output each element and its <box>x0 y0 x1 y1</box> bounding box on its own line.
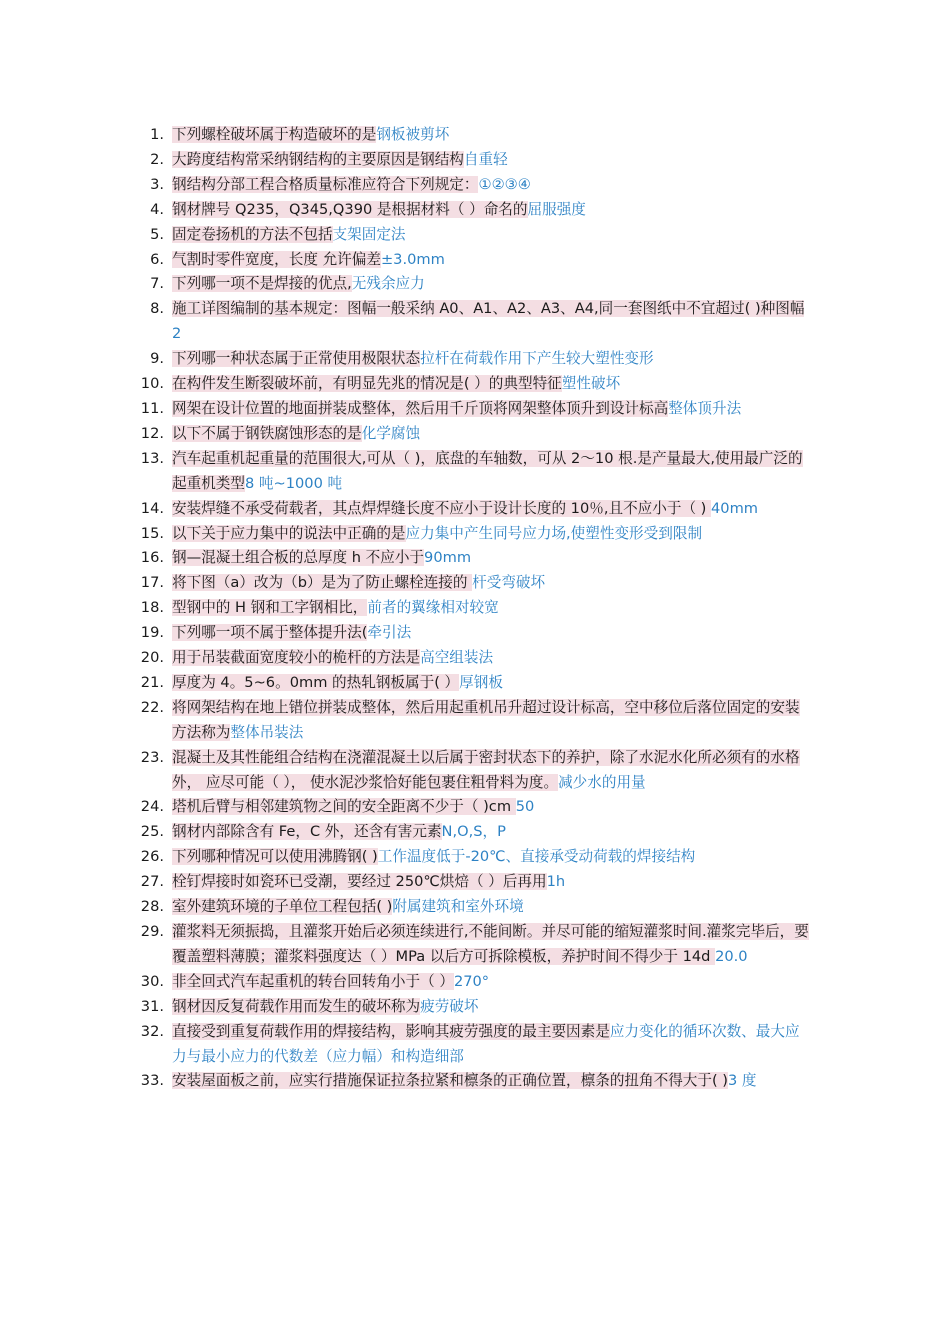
question-item <box>0 497 810 522</box>
question-text: 以下关于应力集中的说法中正确的是 <box>172 524 406 542</box>
answer-text: 屈服强度 <box>527 200 586 218</box>
question-number: 14. <box>140 499 164 517</box>
question-text: 钢材牌号 Q235，Q345,Q390 是根据材料（ ）命名的 <box>172 200 528 218</box>
answer-text: 附属建筑和室外环境 <box>392 898 524 916</box>
question-text: 下列哪一项不属于整体提升法( <box>172 624 368 642</box>
question-item <box>0 596 810 621</box>
answer-text: 支架固定法 <box>332 225 406 243</box>
question-text: 钢材因反复荷载作用而发生的破坏称为 <box>172 997 421 1015</box>
question-item <box>0 148 810 173</box>
question-text: 灌浆料无须振捣，且灌浆开始后必须连续进行,不能间断。并尽可能的缩短灌浆时间.灌浆完毕后，要覆盖塑料薄膜；灌浆料强度达（ ）MPa 以后方可拆除模板，养护时间不得少于 14d <box>172 923 809 965</box>
answer-text: 8 吨~1000 吨 <box>244 474 343 492</box>
question-text: 施工详图编制的基本规定：图幅一般采纳 A0、A1、A2、A3、A4,同一套图纸中不宜超过( )种图幅 <box>172 300 805 318</box>
question-text: 下列哪种情况可以使用沸腾钢( ) <box>172 848 378 866</box>
question-item <box>0 746 810 796</box>
answer-text: 应力变化的循环次数、最大应力与最小应力的代数差（应力幅）和构造细部 <box>172 1022 800 1065</box>
question-item <box>0 173 810 198</box>
answer-text: 20.0 <box>715 947 748 965</box>
question-number: 7. <box>150 275 164 293</box>
answer-text: 减少水的用量 <box>558 773 646 791</box>
question-number: 29. <box>140 923 164 940</box>
question-number: 2. <box>150 150 164 168</box>
question-text: 下列螺栓破坏属于构造破坏的是 <box>172 126 377 143</box>
question-item <box>0 870 810 895</box>
question-item <box>0 621 810 646</box>
answer-text: 钢板被剪坏 <box>376 126 450 143</box>
answer-text: 高空组装法 <box>420 649 494 667</box>
question-item <box>0 970 810 995</box>
question-number: 27. <box>140 873 164 891</box>
answer-text: 厚钢板 <box>459 673 503 691</box>
question-number: 31. <box>140 997 164 1015</box>
question-text: 用于吊装截面宽度较小的桅杆的方法是 <box>172 649 421 667</box>
question-number: 10. <box>140 375 164 393</box>
question-number: 28. <box>140 898 164 916</box>
question-text: 安装焊缝不承受荷载者，其点焊焊缝长度不应小于设计长度的 10％,且不应小于（ ) <box>172 499 712 517</box>
question-item <box>0 297 810 347</box>
question-number: 21. <box>140 673 164 691</box>
question-number: 16. <box>140 549 164 567</box>
question-item <box>0 347 810 372</box>
question-number: 22. <box>140 698 164 716</box>
question-text: 气割时零件宽度，长度 允许偏差 <box>172 250 381 268</box>
answer-text: 50 <box>515 798 535 816</box>
question-item <box>0 397 810 422</box>
question-number: 12. <box>140 424 164 442</box>
answer-text: 化学腐蚀 <box>361 424 421 442</box>
question-number: 1. <box>150 126 164 143</box>
question-item <box>0 895 810 920</box>
answer-text: 整体吊装法 <box>230 723 304 741</box>
question-text: 非全回式汽车起重机的转台回转角小于（ ） <box>172 972 454 990</box>
answer-text: 牵引法 <box>367 624 412 642</box>
question-text: 塔机后臂与相邻建筑物之间的安全距离不少于（ )cm <box>172 798 516 816</box>
question-item <box>0 198 810 223</box>
question-number: 4. <box>150 200 164 218</box>
question-text: 将下图（a）改为（b）是为了防止螺栓连接的 <box>172 574 473 592</box>
question-item <box>0 646 810 671</box>
answer-text: 270° <box>453 972 490 990</box>
answer-text: 工作温度低于-20℃、直接承受动荷载的焊接结构 <box>377 848 696 866</box>
question-number: 5. <box>150 225 164 243</box>
question-item <box>0 223 810 248</box>
question-number: 9. <box>150 350 164 368</box>
answer-text: 40mm <box>711 499 759 517</box>
question-item <box>0 845 810 870</box>
question-text: 钢—混凝土组合板的总厚度 h 不应小于 <box>172 549 425 567</box>
question-text: 以下不属于钢铁腐蚀形态的是 <box>172 424 362 442</box>
answer-text: N,O,S，P <box>441 823 506 841</box>
question-text: 厚度为 4。5~6。0mm 的热轧钢板属于( ） <box>172 673 460 691</box>
question-number: 19. <box>140 624 164 642</box>
question-number: 3. <box>150 175 164 193</box>
question-item <box>0 571 810 596</box>
question-item <box>0 920 810 970</box>
question-number: 23. <box>140 748 164 766</box>
question-item <box>0 820 810 845</box>
answer-text: 90mm <box>424 549 472 567</box>
answer-text: 整体顶升法 <box>668 399 742 417</box>
question-item <box>0 123 810 148</box>
question-item <box>0 696 810 746</box>
answer-text: 无残余应力 <box>351 275 425 293</box>
question-item <box>0 447 810 497</box>
question-text: 安装屋面板之前，应实行措施保证拉条拉紧和檩条的正确位置，檩条的扭角不得大于( ) <box>172 1072 728 1090</box>
question-item <box>0 272 810 297</box>
question-text: 在构件发生断裂破坏前，有明显先兆的情况是( ）的典型特征 <box>172 375 562 393</box>
question-text: 钢结构分部工程合格质量标准应符合下列规定： <box>172 175 479 193</box>
question-text: 混凝土及其性能组合结构在浇灌混凝土以后属于密封状态下的养护，除了水泥水化所必须有的水格外， 应尽可能（ ）， 使水泥沙浆恰好能包裹住粗骨料为度。 <box>172 748 800 791</box>
question-item <box>0 522 810 547</box>
question-item <box>0 671 810 696</box>
answer-text: 杆受弯破坏 <box>472 574 546 592</box>
question-text: 栓钉焊接时如瓷环已受潮，要经过 250℃烘焙（ ）后再用 <box>172 873 547 891</box>
question-item <box>0 995 810 1020</box>
answer-text: ①②③④ <box>478 175 531 193</box>
answer-text: 塑性破坏 <box>561 375 621 393</box>
answer-text: 1h <box>546 873 566 891</box>
answer-text: 3 度 <box>728 1072 757 1090</box>
question-text: 大跨度结构常采纳钢结构的主要原因是钢结构 <box>172 150 464 168</box>
answer-text: 应力集中产生同号应力场,使塑性变形受到限制 <box>405 524 703 542</box>
question-number: 26. <box>140 848 164 866</box>
question-text: 将网架结构在地上错位拼装成整体，然后用起重机吊升超过设计标高，空中移位后落位固定的安装方法称为 <box>172 698 800 741</box>
question-item <box>0 1069 810 1094</box>
question-number: 8. <box>150 300 164 318</box>
answer-text: ±3.0mm <box>380 250 445 268</box>
question-item <box>0 372 810 397</box>
question-number: 11. <box>140 399 164 417</box>
question-text: 下列哪一项不是焊接的优点, <box>172 275 352 293</box>
question-text: 钢材内部除含有 Fe，C 外，还含有害元素 <box>172 823 442 841</box>
question-number: 20. <box>140 649 164 667</box>
question-number: 24. <box>140 798 164 816</box>
question-item <box>0 546 810 571</box>
question-text: 固定卷扬机的方法不包括 <box>172 225 333 243</box>
question-list <box>0 123 950 1094</box>
question-item <box>0 422 810 447</box>
question-number: 13. <box>140 449 164 467</box>
answer-text: 自重轻 <box>463 150 508 168</box>
answer-text: 2 <box>172 325 182 343</box>
answer-text: 疲劳破坏 <box>420 997 479 1015</box>
question-number: 25. <box>140 823 164 841</box>
question-text: 室外建筑环境的子单位工程包括( ) <box>172 898 393 916</box>
question-text: 网架在设计位置的地面拼装成整体，然后用千斤顶将网架整体顶升到设计标高 <box>172 399 669 417</box>
question-text: 汽车起重机起重量的范围很大,可从（ )，底盘的车轴数，可从 2～10 根.是产量最大,使用最广泛的起重机类型 <box>172 449 803 492</box>
answer-text: 拉杆在荷载作用下产生较大塑性变形 <box>420 350 654 368</box>
question-text: 型钢中的 H 钢和工字钢相比， <box>172 599 368 617</box>
question-number: 15. <box>140 524 164 542</box>
question-item <box>0 1020 810 1070</box>
question-number: 6. <box>150 250 164 268</box>
answer-text: 前者的翼缘相对较宽 <box>367 599 499 617</box>
question-item <box>0 795 810 820</box>
question-text: 直接受到重复荷载作用的焊接结构，影响其疲劳强度的最主要因素是 <box>172 1022 610 1040</box>
question-number: 17. <box>140 574 164 592</box>
question-number: 18. <box>140 599 164 617</box>
question-number: 32. <box>140 1022 164 1040</box>
question-number: 30. <box>140 972 164 990</box>
question-text: 下列哪一种状态属于正常使用极限状态 <box>172 350 421 368</box>
question-number: 33. <box>140 1072 164 1090</box>
question-item <box>0 248 810 273</box>
